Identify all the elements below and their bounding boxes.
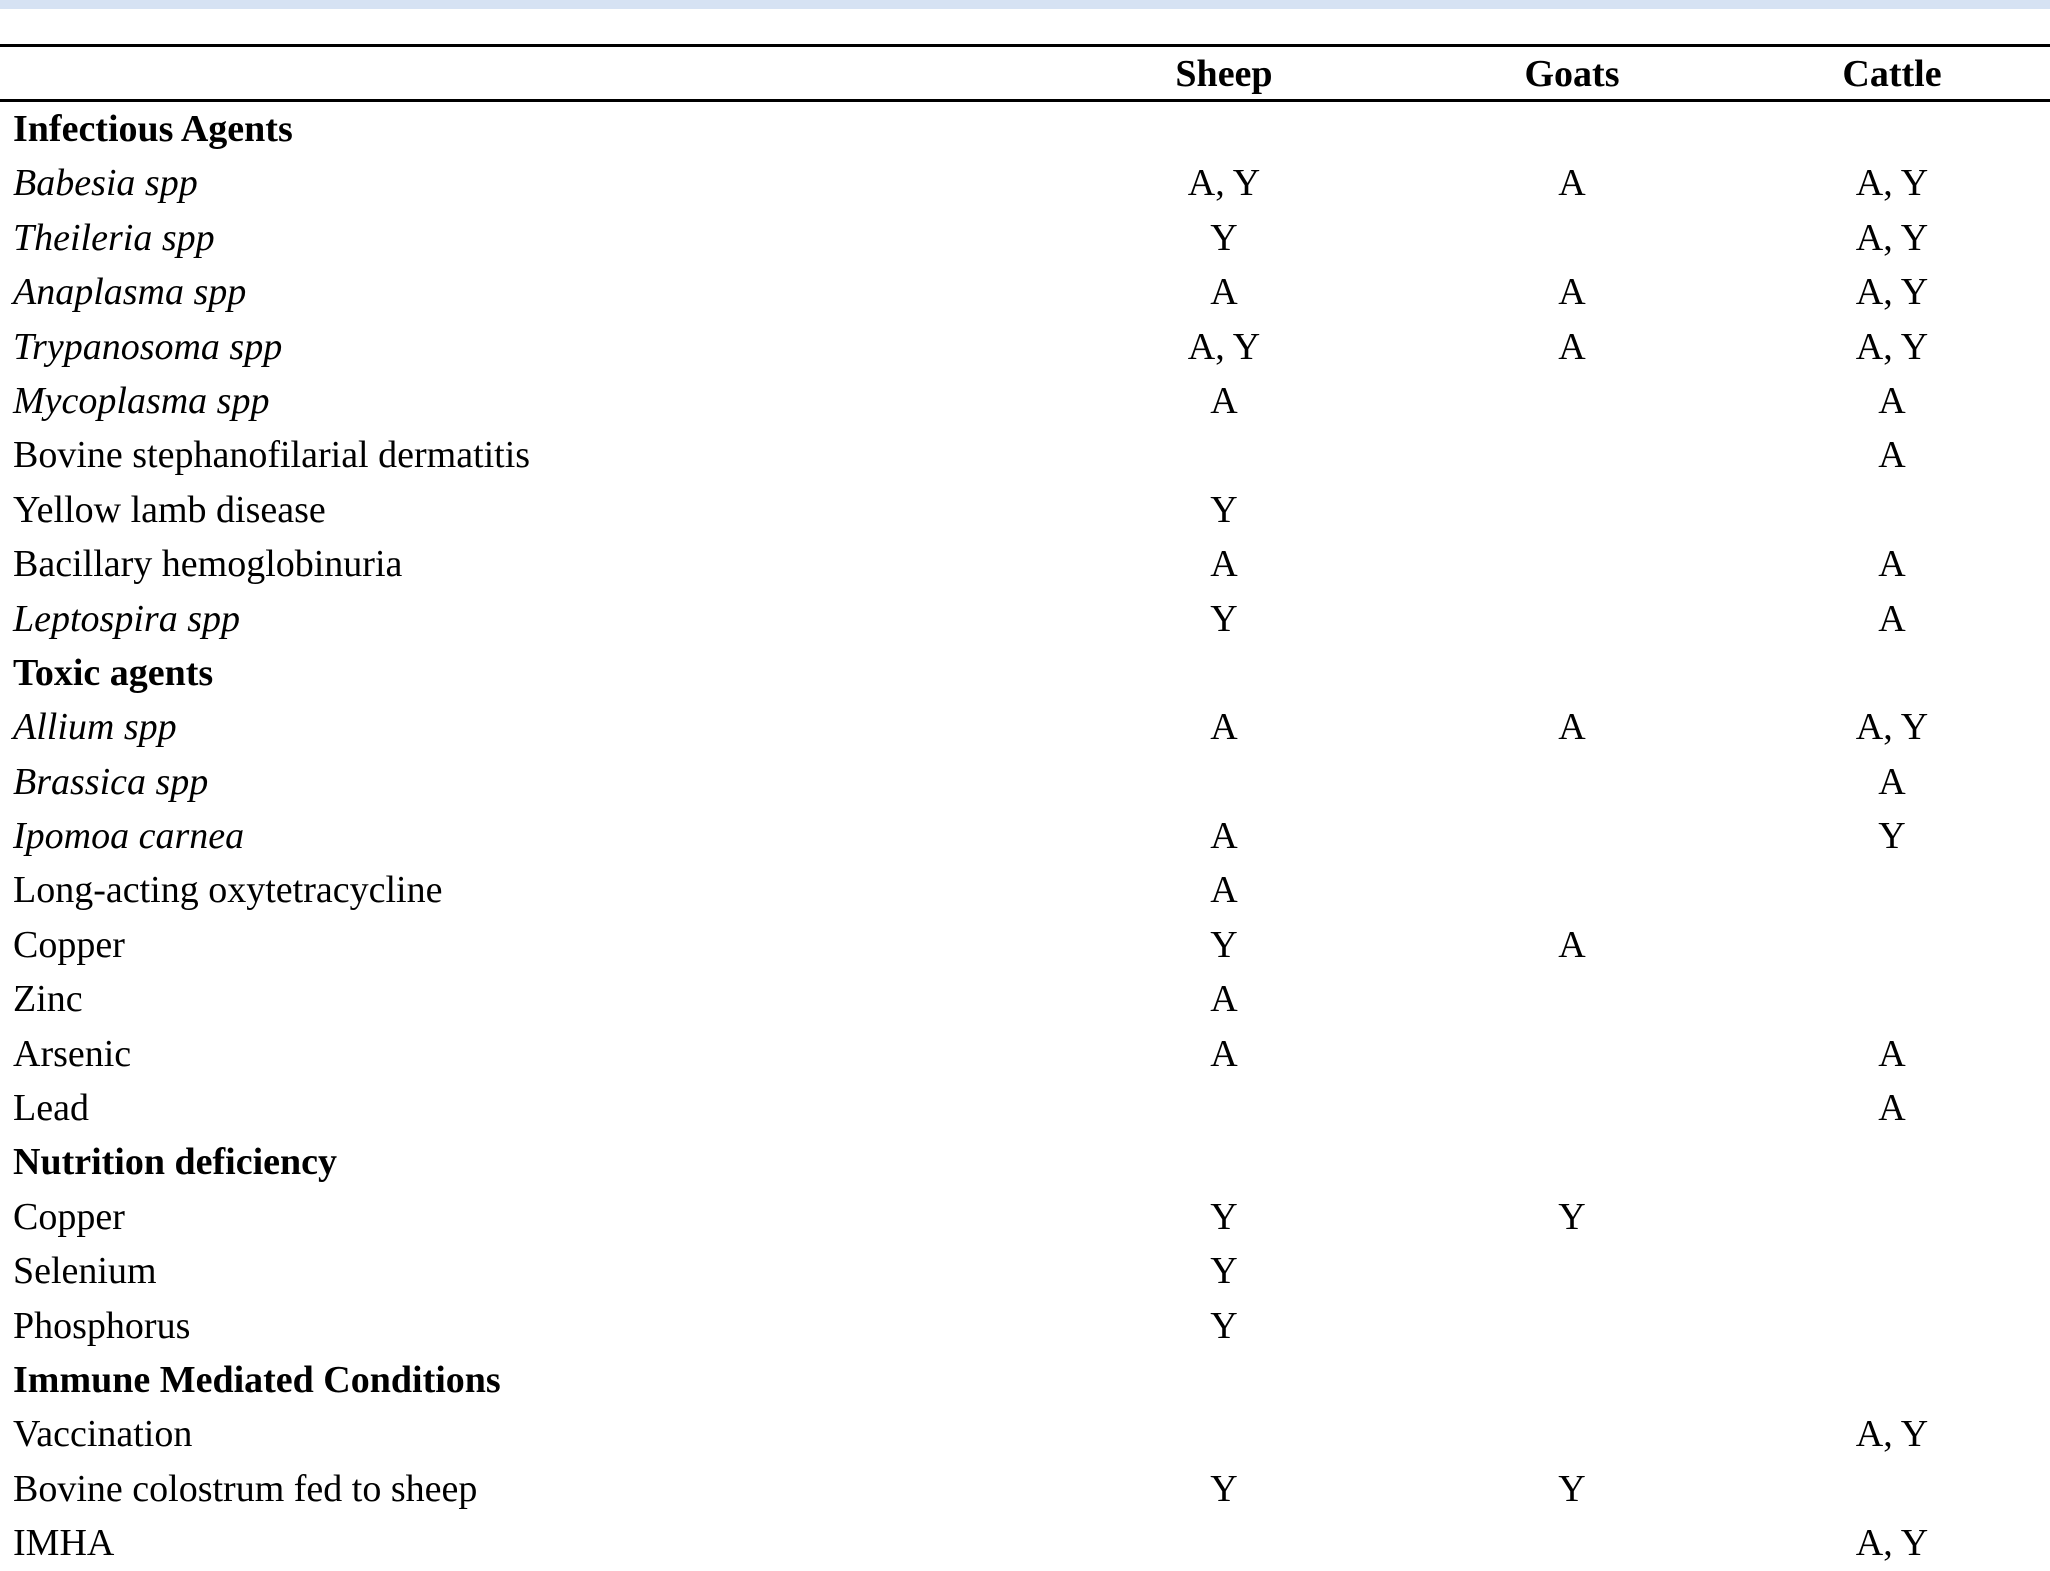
row-label: Trypanosoma spp — [13, 325, 283, 368]
row-label: Bacillary hemoglobinuria — [13, 543, 403, 586]
table-row — [0, 918, 2050, 972]
table-row — [0, 1516, 2050, 1570]
row-label: Selenium — [13, 1250, 157, 1293]
cell-sheep: A — [1210, 379, 1238, 422]
table-row — [0, 592, 2050, 646]
cell-cattle: A — [1878, 760, 1906, 803]
row-label: Theileria spp — [13, 216, 215, 259]
cell-sheep: A, Y — [1187, 325, 1261, 368]
row-label: Brassica spp — [13, 760, 209, 803]
table-row — [0, 374, 2050, 428]
row-label: Allium spp — [13, 706, 177, 749]
cell-cattle: A — [1878, 597, 1906, 640]
cell-cattle: A, Y — [1855, 162, 1929, 205]
table-row — [0, 1244, 2050, 1298]
cell-sheep: A — [1210, 815, 1238, 858]
causes-table — [0, 44, 2050, 1571]
row-label: Leptospira spp — [13, 597, 240, 640]
cell-sheep: Y — [1210, 1304, 1238, 1347]
cell-cattle: A — [1878, 379, 1906, 422]
table-row — [0, 809, 2050, 863]
cell-cattle: A, Y — [1855, 216, 1929, 259]
cell-goats: A — [1558, 923, 1586, 966]
cell-sheep: Y — [1210, 216, 1238, 259]
row-label: Zinc — [13, 978, 83, 1021]
section-title: Immune Mediated Conditions — [13, 1358, 501, 1401]
row-label: Bovine colostrum fed to sheep — [13, 1467, 478, 1510]
cell-cattle: Y — [1878, 815, 1906, 858]
table-row — [0, 156, 2050, 210]
table-body — [0, 102, 2050, 1571]
row-label: Copper — [13, 1195, 125, 1238]
column-header-cattle: Cattle — [1842, 53, 1942, 95]
cell-sheep: Y — [1210, 1195, 1238, 1238]
cell-cattle: A, Y — [1855, 325, 1929, 368]
cell-sheep: A — [1210, 543, 1238, 586]
section-header-row — [0, 102, 2050, 156]
cell-cattle: A — [1878, 1032, 1906, 1075]
cell-cattle: A — [1878, 1087, 1906, 1130]
row-label: Bovine stephanofilarial dermatitis — [13, 434, 531, 477]
section-header-row — [0, 1353, 2050, 1407]
cell-sheep: Y — [1210, 1250, 1238, 1293]
cell-cattle: A, Y — [1855, 271, 1929, 314]
cell-cattle: A — [1878, 543, 1906, 586]
cell-sheep: A, Y — [1187, 162, 1261, 205]
cell-sheep: A — [1210, 706, 1238, 749]
cell-sheep: A — [1210, 869, 1238, 912]
row-label: Ipomoa carnea — [13, 815, 245, 858]
cell-cattle: A, Y — [1855, 706, 1929, 749]
section-title: Toxic agents — [13, 651, 214, 694]
table-row — [0, 1081, 2050, 1135]
cell-sheep: A — [1210, 1032, 1238, 1075]
row-label: Mycoplasma spp — [13, 379, 270, 422]
table-row — [0, 537, 2050, 591]
table-row — [0, 320, 2050, 374]
table-row — [0, 1027, 2050, 1081]
section-header-row — [0, 646, 2050, 700]
table-row — [0, 863, 2050, 917]
row-label: Copper — [13, 923, 125, 966]
section-header-row — [0, 1135, 2050, 1189]
table-row — [0, 483, 2050, 537]
cell-sheep: Y — [1210, 597, 1238, 640]
table-row — [0, 1299, 2050, 1353]
section-title: Nutrition deficiency — [13, 1141, 338, 1184]
table-row — [0, 755, 2050, 809]
row-label: Phosphorus — [13, 1304, 191, 1347]
column-header-sheep: Sheep — [1175, 53, 1273, 95]
cell-sheep: Y — [1210, 1467, 1238, 1510]
cell-goats: Y — [1558, 1467, 1586, 1510]
row-label: IMHA — [13, 1522, 115, 1565]
cell-goats: A — [1558, 706, 1586, 749]
cell-goats: Y — [1558, 1195, 1586, 1238]
table-row — [0, 1462, 2050, 1516]
table-row — [0, 972, 2050, 1026]
row-label: Babesia spp — [13, 162, 198, 205]
table-row — [0, 211, 2050, 265]
top-banner-strip — [0, 0, 2050, 9]
cell-sheep: A — [1210, 978, 1238, 1021]
table-row — [0, 1190, 2050, 1244]
section-title: Infectious Agents — [13, 108, 293, 150]
row-label: Arsenic — [13, 1032, 132, 1075]
column-header-goats: Goats — [1524, 53, 1620, 95]
row-label: Vaccination — [13, 1413, 193, 1456]
cell-cattle: A — [1878, 434, 1906, 477]
row-label: Yellow lamb disease — [13, 488, 326, 531]
cell-sheep: Y — [1210, 488, 1238, 531]
cell-sheep: Y — [1210, 923, 1238, 966]
cell-cattle: A, Y — [1855, 1413, 1929, 1456]
cell-goats: A — [1558, 162, 1586, 205]
row-label: Lead — [13, 1087, 89, 1130]
row-label: Anaplasma spp — [13, 271, 247, 314]
cell-goats: A — [1558, 325, 1586, 368]
cell-sheep: A — [1210, 271, 1238, 314]
table-row — [0, 1407, 2050, 1461]
table-header-row — [0, 47, 2050, 99]
table-row — [0, 265, 2050, 319]
row-label: Long-acting oxytetracycline — [13, 869, 443, 912]
table-row — [0, 700, 2050, 754]
cell-cattle: A, Y — [1855, 1522, 1929, 1565]
cell-goats: A — [1558, 271, 1586, 314]
table-row — [0, 428, 2050, 482]
